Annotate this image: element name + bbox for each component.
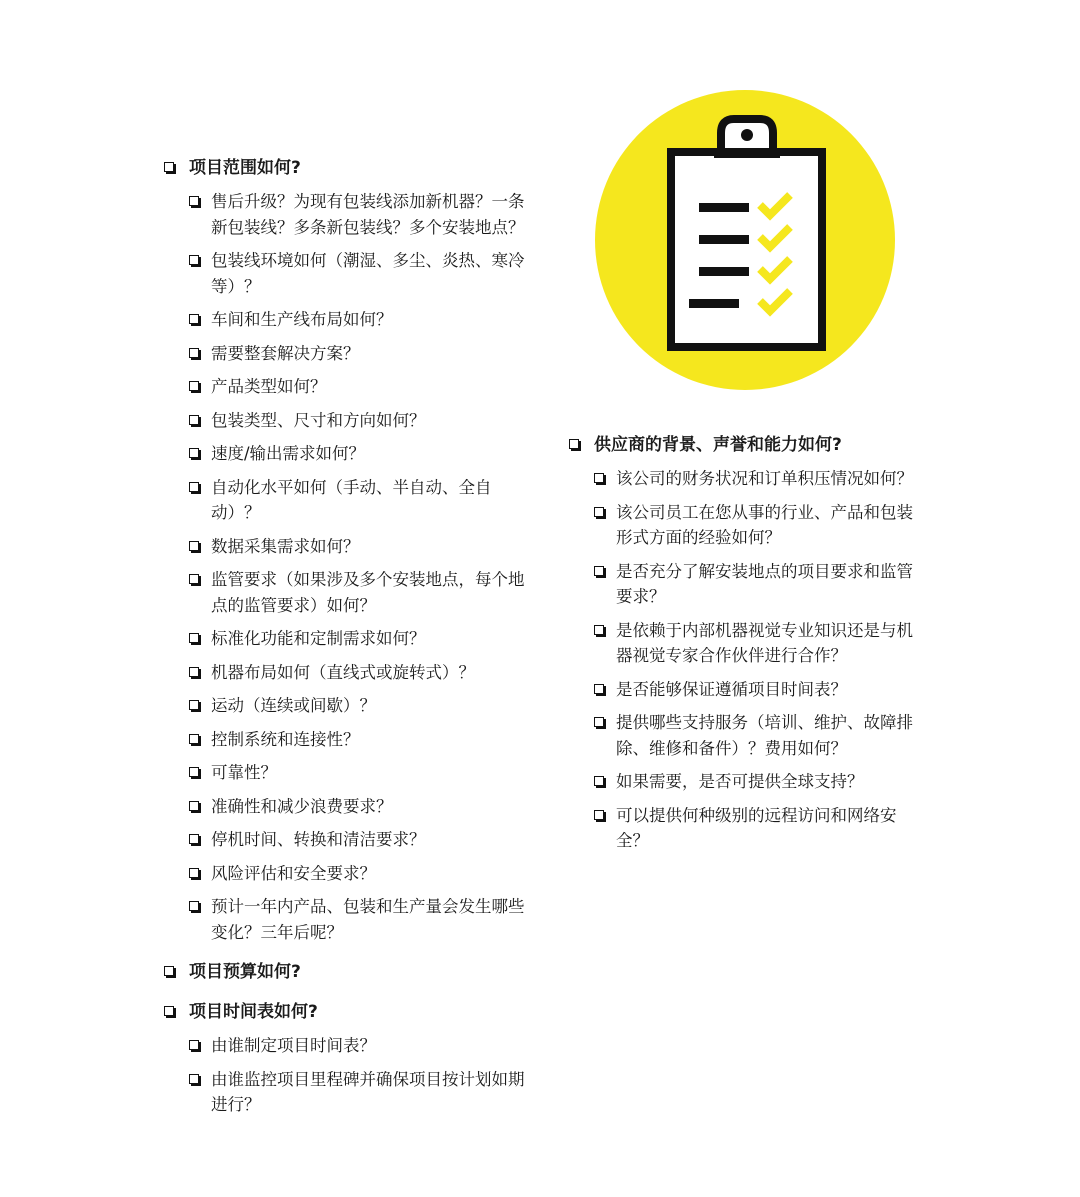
right-column (569, 432, 919, 862)
checkbox-icon (189, 196, 199, 206)
checklist (594, 466, 919, 854)
checklist (189, 189, 536, 945)
list-item (189, 1033, 536, 1059)
list-item-text: 由谁制定项目时间表？ (211, 1036, 376, 1055)
list-item-text: 包装类型、尺寸和方向如何？ (211, 410, 426, 430)
list-item-text: 如果需要，是否可提供全球支持？ (616, 772, 864, 791)
section-heading (164, 959, 536, 985)
checkbox-icon (594, 473, 604, 483)
list-item (189, 408, 536, 434)
checkbox-icon (569, 439, 579, 449)
list-item (189, 248, 536, 299)
checkbox-icon (189, 901, 199, 911)
list-item (189, 567, 536, 618)
list-item (594, 559, 919, 610)
checkbox-icon (189, 667, 199, 677)
checkbox-icon (594, 776, 604, 786)
list-item (594, 466, 919, 492)
clipboard-board (671, 152, 822, 347)
list-item (189, 374, 536, 400)
list-item-text: 是依赖于内部机器视觉专业知识还是与机器视觉专家合作伙伴进行合作？ (616, 620, 913, 665)
checkbox-icon (189, 314, 199, 324)
list-item-text: 控制系统和连接性？ (211, 729, 360, 749)
checkbox-icon (189, 700, 199, 710)
section-heading-text: 项目时间表如何? (189, 1002, 318, 1022)
checkbox-icon (189, 734, 199, 744)
checkbox-icon (189, 255, 199, 265)
list-item-text: 速度/输出需求如何？ (211, 444, 366, 463)
checkbox-icon (189, 482, 199, 492)
list-item-text: 自动化水平如何（手动、半自动、全自动）？ (211, 477, 492, 522)
list-item-text: 预计一年内产品、包装和生产量会发生哪些变化？三年后呢？ (211, 897, 525, 942)
list-item-text: 准确性和减少浪费要求？ (211, 796, 393, 816)
list-item-text: 可靠性？ (211, 763, 277, 782)
list-item (189, 534, 536, 560)
checkbox-icon (189, 868, 199, 878)
list-item (189, 341, 536, 367)
list-item (594, 803, 919, 854)
list-item (189, 1067, 536, 1118)
list-item-text: 提供哪些支持服务（培训、维护、故障排除、维修和备件）？费用如何？ (616, 713, 913, 758)
list-item (189, 727, 536, 753)
list-item-text: 包装线环境如何（潮湿、多尘、炎热、寒冷等）？ (211, 251, 525, 296)
checkbox-icon (189, 348, 199, 358)
list-item (189, 441, 536, 467)
list-item-text: 该公司的财务状况和订单积压情况如何？ (616, 469, 913, 488)
list-item (189, 189, 536, 240)
list-item (594, 618, 919, 669)
list-item (189, 861, 536, 887)
checkbox-icon (189, 1040, 199, 1050)
checkbox-icon (594, 684, 604, 694)
list-line (689, 299, 739, 308)
checkbox-icon (594, 566, 604, 576)
section-heading (164, 999, 536, 1025)
list-item-text: 风险评估和安全要求？ (211, 863, 376, 883)
list-item (189, 626, 536, 652)
checkbox-icon (164, 1006, 174, 1016)
list-line (699, 235, 749, 244)
section-heading (164, 155, 536, 181)
checkbox-icon (164, 162, 174, 172)
list-item (189, 693, 536, 719)
section-heading (569, 432, 919, 458)
checkbox-icon (189, 381, 199, 391)
list-item-text: 数据采集需求如何？ (211, 536, 360, 556)
list-item-text: 机器布局如何（直线式或旋转式）？ (211, 662, 475, 682)
list-item-text: 标准化功能和定制需求如何？ (211, 629, 426, 648)
clipboard-checklist-icon (594, 89, 896, 391)
list-item (189, 827, 536, 853)
checkbox-icon (189, 415, 199, 425)
checklist (189, 1033, 536, 1118)
section-heading-text: 供应商的背景、声誉和能力如何? (594, 435, 842, 455)
list-item (594, 500, 919, 551)
list-item-text: 停机时间、转换和清洁要求？ (211, 830, 426, 849)
checkbox-icon (189, 1074, 199, 1084)
checkbox-icon (189, 834, 199, 844)
checkbox-icon (164, 966, 174, 976)
section-heading-text: 项目预算如何? (189, 962, 301, 982)
list-line (699, 203, 749, 212)
left-column (164, 155, 536, 1126)
section-heading-text: 项目范围如何? (189, 158, 301, 178)
list-item (189, 660, 536, 686)
list-item (189, 307, 536, 333)
list-item-text: 是否充分了解安装地点的项目要求和监管要求？ (616, 561, 913, 606)
list-item (189, 794, 536, 820)
list-item (189, 760, 536, 786)
list-item-text: 售后升级？为现有包装线添加新机器？一条新包装线？多条新包装线？多个安装地点？ (211, 192, 525, 237)
checkbox-icon (189, 574, 199, 584)
checkbox-icon (189, 633, 199, 643)
list-item-text: 监管要求（如果涉及多个安装地点，每个地点的监管要求）如何？ (211, 570, 525, 615)
list-item-text: 运动（连续或间歇）？ (211, 696, 376, 715)
list-item (594, 677, 919, 703)
list-line (699, 267, 749, 276)
checkbox-icon (594, 625, 604, 635)
list-item-text: 可以提供何种级别的远程访问和网络安全？ (616, 805, 897, 850)
checkbox-icon (594, 717, 604, 727)
list-item (189, 894, 536, 945)
list-item-text: 该公司员工在您从事的行业、产品和包装形式方面的经验如何？ (616, 502, 913, 547)
list-item (594, 769, 919, 795)
list-item-text: 由谁监控项目里程碑并确保项目按计划如期进行？ (211, 1069, 525, 1114)
list-item (189, 475, 536, 526)
list-item-text: 需要整套解决方案？ (211, 343, 360, 363)
list-item-text: 是否能够保证遵循项目时间表？ (616, 679, 847, 699)
checkbox-icon (189, 801, 199, 811)
list-item-text: 车间和生产线布局如何？ (211, 310, 393, 329)
checkbox-icon (189, 767, 199, 777)
checkbox-icon (594, 810, 604, 820)
list-item-text: 产品类型如何？ (211, 377, 327, 396)
list-item (594, 710, 919, 761)
checkbox-icon (189, 541, 199, 551)
checkbox-icon (594, 507, 604, 517)
checkbox-icon (189, 448, 199, 458)
